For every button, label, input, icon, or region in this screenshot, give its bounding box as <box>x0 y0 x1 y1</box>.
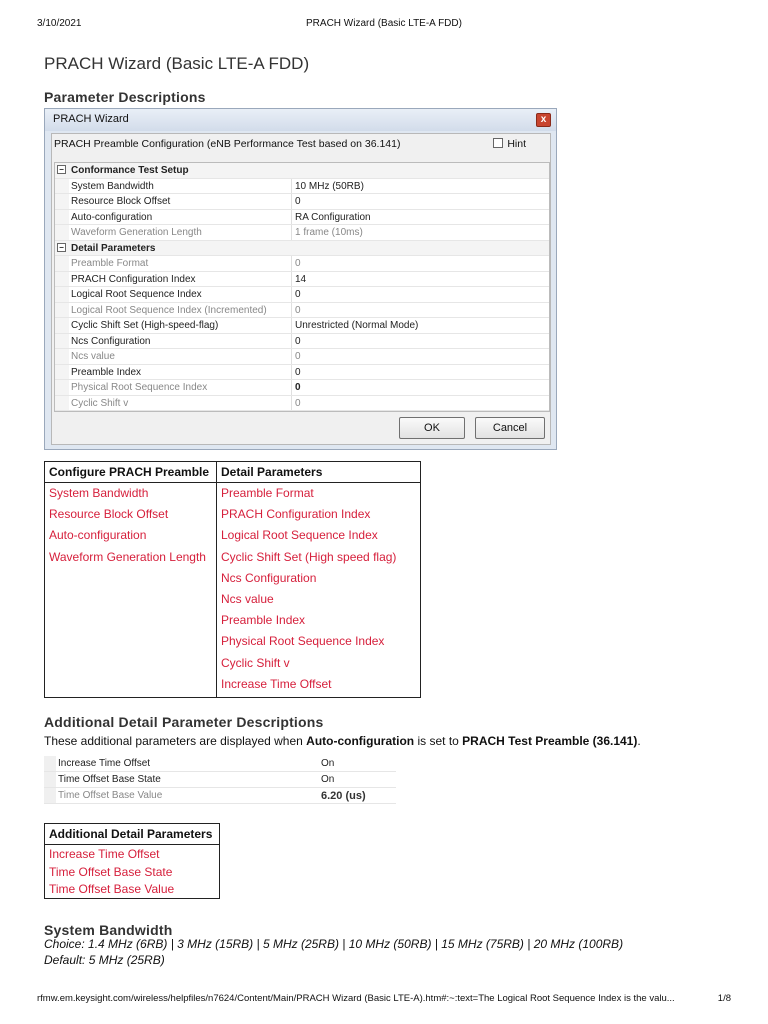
grid-row-time-offset-base-state[interactable] <box>44 772 396 788</box>
link-prach-configuration-index[interactable]: PRACH Configuration Index <box>221 507 371 522</box>
link-physical-root-sequence-index[interactable]: Physical Root Sequence Index <box>221 634 385 649</box>
link-increase-time-offset[interactable]: Increase Time Offset <box>221 676 332 691</box>
hint-checkbox[interactable] <box>493 138 526 150</box>
row-label: System Bandwidth <box>71 180 154 192</box>
table-header-additional-detail-parameters: Additional Detail Parameters <box>45 824 220 845</box>
row-value[interactable]: 14 <box>295 273 307 285</box>
link-system-bandwidth[interactable]: System Bandwidth <box>49 486 149 500</box>
row-value[interactable]: RA Configuration <box>295 211 371 223</box>
grid-row-resource-block-offset[interactable] <box>55 194 549 210</box>
cancel-button[interactable]: Cancel <box>475 417 545 439</box>
row-label: Time Offset Base Value <box>58 790 163 801</box>
link-time-offset-base-state[interactable]: Time Offset Base State <box>49 864 173 879</box>
grid-row-time-offset-base-value <box>44 788 396 804</box>
grid-row-logical-root-sequence-index-incremented <box>55 303 549 319</box>
row-label: Ncs Configuration <box>71 335 151 347</box>
category-detail-parameters[interactable] <box>55 241 549 257</box>
table-header-configure-prach-preamble: Configure PRACH Preamble <box>45 462 217 483</box>
category-label: Conformance Test Setup <box>71 165 189 176</box>
row-value: 1 frame (10ms) <box>295 227 363 238</box>
row-label: Ncs value <box>71 351 115 362</box>
detail-links-column <box>217 483 421 698</box>
row-label: Preamble Format <box>71 258 149 269</box>
grid-row-ncs-configuration[interactable] <box>55 334 549 350</box>
link-resource-block-offset[interactable]: Resource Block Offset <box>49 507 169 522</box>
link-time-offset-base-value[interactable]: Time Offset Base Value <box>49 882 175 896</box>
wizard-titlebar <box>45 109 556 131</box>
link-logical-root-sequence-index[interactable]: Logical Root Sequence Index <box>221 528 378 543</box>
row-label: Time Offset Base State <box>58 774 161 785</box>
link-preamble-index[interactable]: Preamble Index <box>221 613 306 628</box>
row-value: 0 <box>295 258 301 269</box>
checkbox-icon[interactable] <box>493 138 503 148</box>
text-bold-prach-test-preamble: PRACH Test Preamble (36.141) <box>462 734 638 748</box>
grid-row-physical-root-sequence-index <box>55 380 549 396</box>
row-value: 0 <box>295 382 301 393</box>
row-value[interactable]: 0 <box>295 196 301 207</box>
page-title: PRACH Wizard (Basic LTE-A FDD) <box>44 54 310 73</box>
grid-row-ncs-value <box>55 349 549 365</box>
text-segment: . <box>637 734 641 748</box>
link-auto-configuration[interactable]: Auto-configuration <box>49 528 147 543</box>
text-segment: is set to <box>414 734 463 748</box>
category-label: Detail Parameters <box>71 242 156 254</box>
section-title-parameter-descriptions: Parameter Descriptions <box>44 89 206 105</box>
additional-description <box>44 734 641 748</box>
row-value: 6.20 (us) <box>321 790 366 802</box>
row-value[interactable]: Unrestricted (Normal Mode) <box>295 320 419 331</box>
grid-row-logical-root-sequence-index[interactable] <box>55 287 549 303</box>
row-value[interactable]: On <box>321 774 335 785</box>
additional-property-grid <box>44 756 396 806</box>
table-header-detail-parameters: Detail Parameters <box>217 462 421 483</box>
close-icon[interactable]: x <box>536 113 551 127</box>
grid-row-cyclic-shift-set[interactable] <box>55 318 549 334</box>
link-ncs-value[interactable]: Ncs value <box>221 591 274 606</box>
row-label: Increase Time Offset <box>58 758 151 769</box>
row-label: Physical Root Sequence Index <box>71 382 208 393</box>
category-conformance-test-setup[interactable] <box>55 163 549 179</box>
grid-row-waveform-generation-length <box>55 225 549 241</box>
row-value[interactable]: On <box>321 758 335 769</box>
configure-links-column <box>45 483 217 698</box>
grid-row-system-bandwidth[interactable] <box>55 179 549 195</box>
collapse-icon[interactable]: − <box>57 165 66 174</box>
row-value: 0 <box>295 304 301 316</box>
ok-button[interactable]: OK <box>399 417 465 439</box>
grid-row-preamble-index[interactable] <box>55 365 549 381</box>
row-value[interactable]: 0 <box>295 289 301 300</box>
row-label: Resource Block Offset <box>71 196 171 207</box>
preamble-config-label: PRACH Preamble Configuration (eNB Performance Test based on 36.141) <box>54 138 401 150</box>
row-value[interactable]: 0 <box>295 335 301 347</box>
row-value: 0 <box>295 351 301 362</box>
wizard-body <box>51 133 551 445</box>
row-value: 0 <box>295 397 301 409</box>
link-cyclic-shift-v[interactable]: Cyclic Shift v <box>221 655 290 670</box>
row-label: Logical Root Sequence Index <box>71 289 202 300</box>
additional-links-table <box>44 823 220 899</box>
print-date: 3/10/2021 <box>37 18 82 29</box>
row-label: Waveform Generation Length <box>71 227 202 238</box>
row-label: Preamble Index <box>71 366 142 378</box>
link-preamble-format[interactable]: Preamble Format <box>221 486 314 500</box>
link-ncs-configuration[interactable]: Ncs Configuration <box>221 570 317 585</box>
system-bandwidth-default: Default: 5 MHz (25RB) <box>44 953 165 967</box>
section-title-system-bandwidth: System Bandwidth <box>44 922 173 938</box>
row-label: Cyclic Shift v <box>71 397 129 409</box>
footer-url: rfmw.em.keysight.com/wireless/helpfiles/n7624/Content/Main/PRACH Wizard (Basic LTE-A).htm#:~:text=The Logical Root Sequence Index is the valu... <box>37 993 675 1004</box>
row-value[interactable]: 10 MHz (50RB) <box>295 180 364 192</box>
link-increase-time-offset[interactable]: Increase Time Offset <box>49 847 160 861</box>
text-bold-auto-configuration: Auto-configuration <box>306 734 415 748</box>
row-label: PRACH Configuration Index <box>71 273 196 285</box>
row-label: Auto-configuration <box>71 211 153 223</box>
grid-row-preamble-format <box>55 256 549 272</box>
row-label: Cyclic Shift Set (High-speed-flag) <box>71 320 219 331</box>
hint-label: Hint <box>507 138 526 150</box>
additional-links-column <box>45 845 220 899</box>
grid-row-prach-configuration-index[interactable] <box>55 272 549 288</box>
grid-row-cyclic-shift-v <box>55 396 549 412</box>
row-label: Logical Root Sequence Index (Incremented) <box>71 304 267 316</box>
link-cyclic-shift-set[interactable]: Cyclic Shift Set (High speed flag) <box>221 549 397 564</box>
system-bandwidth-choice: Choice: 1.4 MHz (6RB) | 3 MHz (15RB) | 5 MHz (25RB) | 10 MHz (50RB) | 15 MHz (75RB) | 20 MHz (100RB) <box>44 937 624 951</box>
property-grid <box>54 162 550 412</box>
text-segment: These additional parameters are displayed when <box>44 734 307 748</box>
row-value[interactable]: 0 <box>295 366 301 378</box>
section-title-additional: Additional Detail Parameter Descriptions <box>44 714 324 730</box>
parameter-links-table <box>44 461 421 698</box>
print-header <box>37 18 731 32</box>
wizard-title: PRACH Wizard <box>53 113 129 125</box>
grid-row-auto-configuration[interactable] <box>55 210 549 226</box>
print-title: PRACH Wizard (Basic LTE-A FDD) <box>306 18 462 29</box>
prach-wizard-window <box>44 108 557 450</box>
grid-row-increase-time-offset[interactable] <box>44 756 396 772</box>
page-number: 1/8 <box>717 993 731 1004</box>
collapse-icon[interactable]: − <box>57 243 66 252</box>
link-waveform-generation-length[interactable]: Waveform Generation Length <box>49 549 206 564</box>
